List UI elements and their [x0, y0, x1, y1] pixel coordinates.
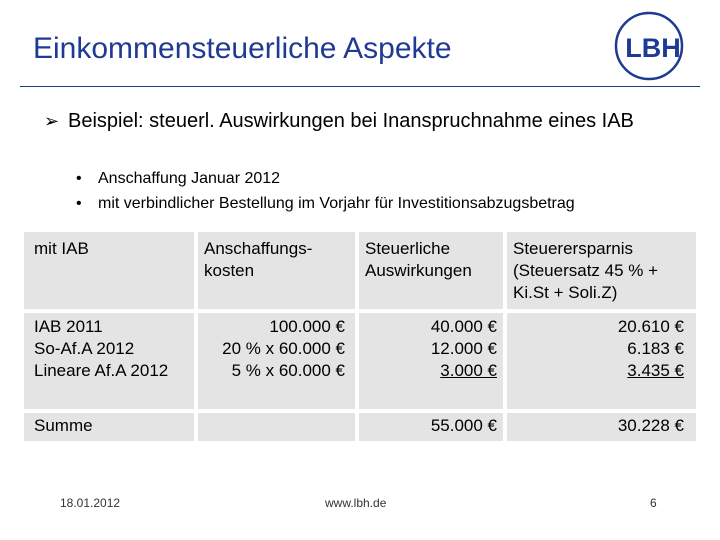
auswirkungen-value: 3.000 € — [440, 361, 497, 380]
kosten-value: 100.000 € — [269, 317, 345, 336]
footer-page-number: 6 — [650, 496, 657, 510]
auswirkungen-cell — [359, 313, 503, 409]
row-label: Lineare Af.A 2012 — [34, 361, 169, 380]
footer-date: 18.01.2012 — [60, 496, 121, 510]
arrow-bullet-icon: ➢ — [44, 111, 60, 131]
footer-url[interactable]: www.lbh.de — [325, 496, 387, 510]
slide-title: Einkommensteuerliche Aspekte — [33, 32, 452, 65]
sub-bullet-text: Anschaffung Januar 2012 — [98, 170, 281, 187]
lbh-logo — [611, 8, 687, 84]
sub-bullet-text: mit verbindlicher Bestellung im Vorjahr für Investitionsabzugsbetrag — [98, 195, 575, 212]
main-bullet-text: Beispiel: steuerl. Auswirkungen bei Inanspruchnahme eines IAB — [68, 110, 634, 132]
header-steuerliche-auswirkungen: Steuerliche Auswirkungen — [359, 232, 503, 309]
summe-auswirkungen: 55.000 € — [359, 413, 503, 441]
ersparnis-value: 6.183 € — [627, 339, 684, 358]
summe-kosten — [198, 413, 355, 441]
row-label: So-Af.A 2012 — [34, 339, 135, 358]
bullet-dot-icon: • — [76, 170, 82, 187]
auswirkungen-value: 40.000 € — [430, 317, 497, 336]
logo-text: LBH — [625, 33, 681, 63]
main-bullet — [44, 109, 684, 134]
summe-label: Summe — [24, 413, 194, 441]
ersparnis-value: 20.610 € — [617, 317, 684, 336]
header-mit-iab: mit IAB — [24, 232, 194, 309]
sub-bullet — [76, 194, 575, 214]
ersparnis-value: 3.435 € — [627, 361, 684, 380]
auswirkungen-value: 12.000 € — [430, 339, 497, 358]
bullet-dot-icon: • — [76, 195, 82, 212]
ersparnis-cell — [507, 313, 696, 409]
kosten-value: 20 % x 60.000 € — [222, 339, 345, 358]
sub-bullet — [76, 169, 280, 189]
summe-ersparnis: 30.228 € — [507, 413, 696, 441]
header-anschaffungskosten: Anschaffungs- kosten — [198, 232, 355, 309]
row-labels-cell — [24, 313, 194, 409]
row-label: IAB 2011 — [34, 317, 103, 336]
header-steuerersparnis: Steuerersparnis (Steuersatz 45 % + Ki.St + Soli.Z) — [507, 232, 696, 309]
kosten-value: 5 % x 60.000 € — [231, 361, 345, 380]
title-divider — [20, 86, 700, 87]
kosten-cell — [198, 313, 355, 409]
